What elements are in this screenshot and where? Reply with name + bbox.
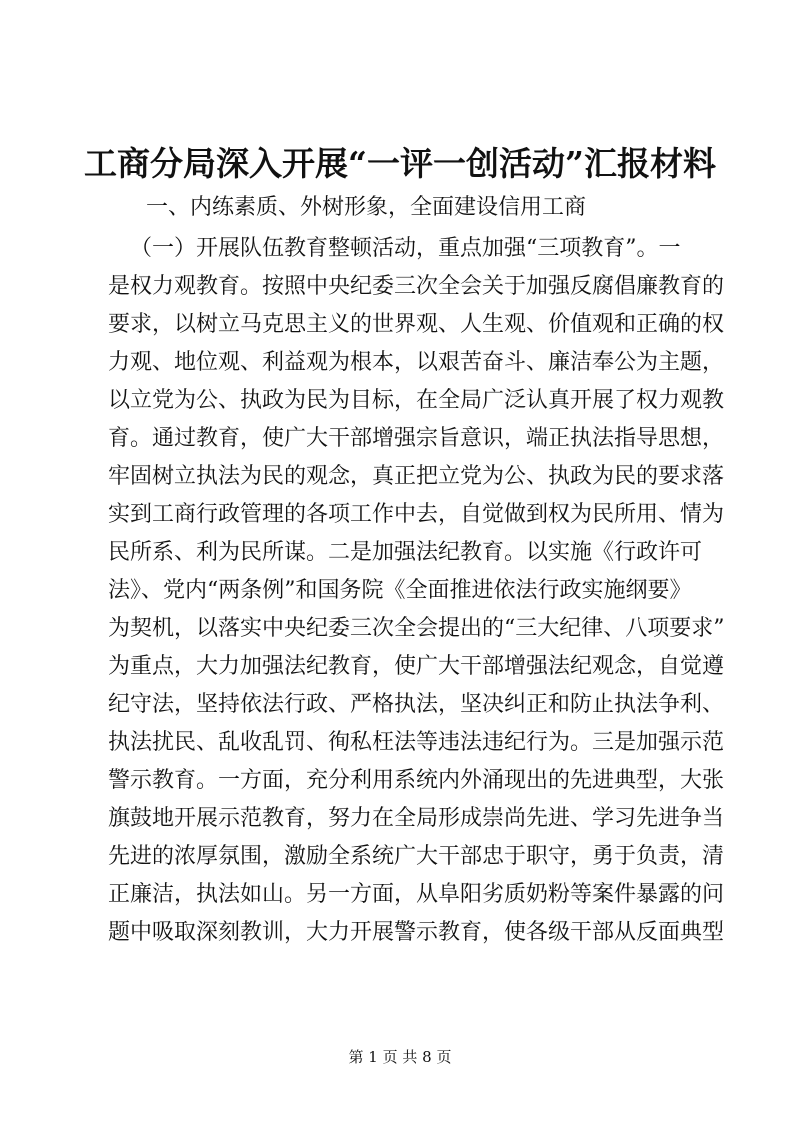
body-line: 为契机，以落实中央纪委三次全会提出的“三大纪律、八项要求”	[108, 616, 725, 641]
section-heading: 一、内练素质、外树形象，全面建设信用工商	[146, 195, 587, 220]
body-line: 力观、地位观、利益观为根本，以艰苦奋斗、廉洁奉公为主题，	[108, 350, 725, 375]
body-line: 要求，以树立马克思主义的世界观、人生观、价值观和正确的权	[108, 312, 725, 337]
document-title: 工商分局深入开展“一评一创活动”汇报材料	[84, 144, 716, 183]
body-line: 题中吸取深刻教训，大力开展警示教育，使各级干部从反面典型	[108, 920, 725, 945]
body-line: 执法扰民、乱收乱罚、徇私枉法等违法违纪行为。三是加强示范	[108, 730, 725, 755]
body-line: 法》、党内“两条例”和国务院《全面推进依法行政实施纲要》	[108, 578, 692, 603]
body-line: 纪守法，坚持依法行政、严格执法，坚决纠正和防止执法争利、	[108, 692, 725, 717]
body-line: 民所系、利为民所谋。二是加强法纪教育。以实施《行政许可	[108, 540, 703, 565]
body-line: 旗鼓地开展示范教育，努力在全局形成崇尚先进、学习先进争当	[108, 806, 725, 831]
body-line: 是权力观教育。按照中央纪委三次全会关于加强反腐倡廉教育的	[108, 274, 725, 299]
body-line: 警示教育。一方面，充分利用系统内外涌现出的先进典型，大张	[108, 768, 725, 793]
body-line: 实到工商行政管理的各项工作中去，自觉做到权为民所用、情为	[108, 502, 725, 527]
body-line: （一）开展队伍教育整顿活动，重点加强“三项教育”。一	[130, 236, 681, 261]
body-line: 为重点，大力加强法纪教育，使广大干部增强法纪观念，自觉遵	[108, 654, 725, 679]
page-number-footer: 第 1 页 共 8 页	[348, 1048, 452, 1066]
body-line: 正廉洁，执法如山。另一方面，从阜阳劣质奶粉等案件暴露的问	[108, 882, 725, 907]
body-line: 牢固树立执法为民的观念，真正把立党为公、执政为民的要求落	[108, 464, 725, 489]
body-line: 先进的浓厚氛围，激励全系统广大干部忠于职守，勇于负责，清	[108, 844, 725, 869]
body-line: 以立党为公、执政为民为目标，在全局广泛认真开展了权力观教	[108, 388, 725, 413]
body-line: 育。通过教育，使广大干部增强宗旨意识，端正执法指导思想，	[108, 426, 725, 451]
